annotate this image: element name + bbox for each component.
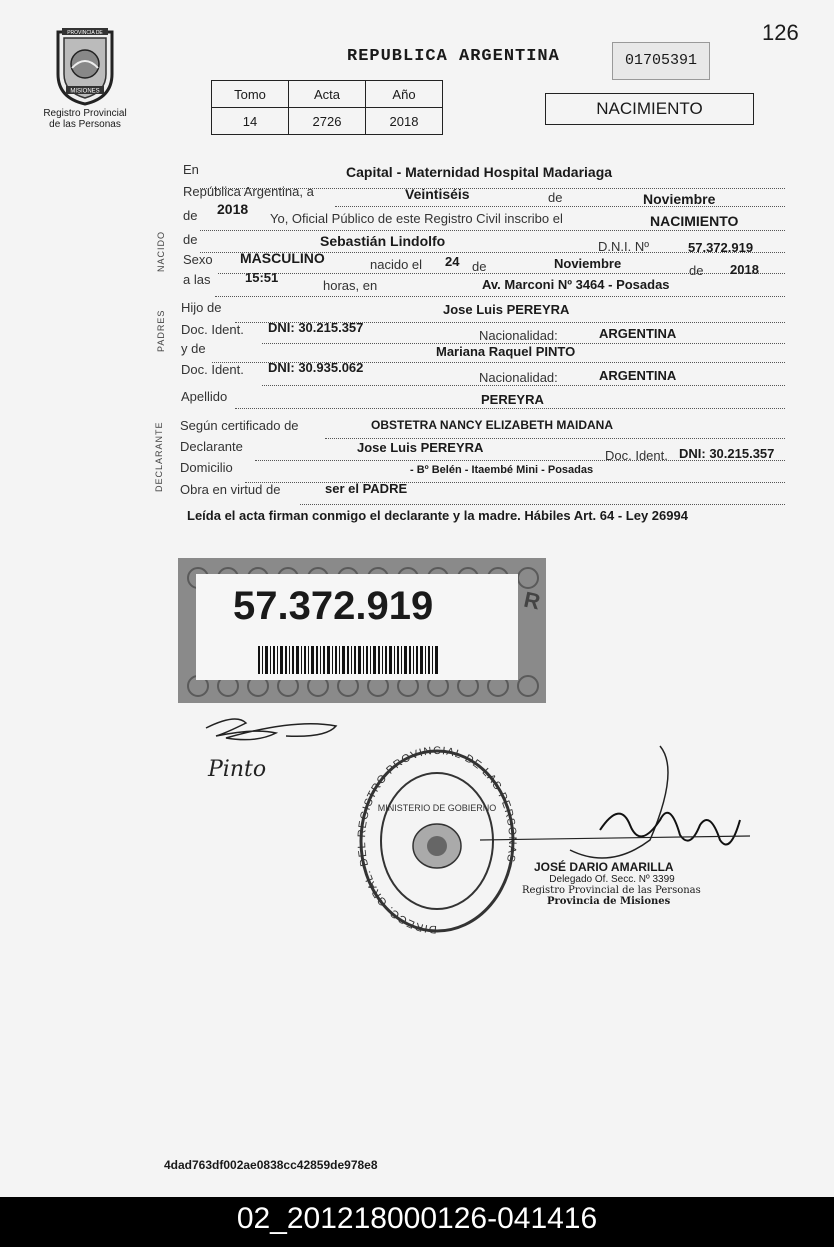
official-title: Delegado Of. Secc. Nº 3399 bbox=[549, 874, 675, 885]
value-act: NACIMIENTO bbox=[650, 213, 739, 229]
value-domicile: - Bº Belén - Itaembé Mini - Posadas bbox=[410, 464, 594, 476]
mother-signature bbox=[196, 708, 346, 790]
value-day-words: Veintiséis bbox=[405, 186, 470, 202]
official-signature bbox=[470, 740, 760, 880]
id-sticker bbox=[178, 558, 546, 703]
registry-name-line2: de las Personas bbox=[49, 119, 121, 130]
provincial-seal bbox=[50, 24, 120, 106]
label-dni: D.N.I. Nº bbox=[598, 239, 649, 254]
label-registry-text: Yo, Oficial Público de este Registro Civil inscribo el bbox=[270, 211, 563, 226]
dotted-line bbox=[215, 296, 785, 297]
value-birth-day: 24 bbox=[445, 254, 460, 269]
dotted-line bbox=[200, 230, 785, 231]
value-certificate: OBSTETRA NANCY ELIZABETH MAIDANA bbox=[371, 418, 613, 432]
label-de: de bbox=[548, 190, 563, 205]
label-de-year: de bbox=[183, 208, 198, 223]
document-hash: 4dad763df002ae0838cc42859de978e8 bbox=[164, 1158, 378, 1172]
value-name: Sebastián Lindolfo bbox=[320, 233, 446, 249]
barcode bbox=[258, 646, 458, 674]
value-father-nationality: ARGENTINA bbox=[599, 326, 677, 341]
value-address: Av. Marconi Nº 3464 - Posadas bbox=[482, 277, 670, 292]
value-year: 2018 bbox=[217, 201, 249, 217]
value-dni: 57.372.919 bbox=[688, 240, 754, 255]
value-time: 15:51 bbox=[245, 270, 279, 285]
label-declarante: Declarante bbox=[180, 439, 243, 454]
book-table bbox=[211, 80, 443, 135]
value-sex: MASCULINO bbox=[240, 250, 325, 266]
value-mother: Mariana Raquel PINTO bbox=[436, 344, 576, 359]
value-month: Noviembre bbox=[643, 191, 716, 207]
side-label-declarante: DECLARANTE bbox=[154, 421, 164, 492]
label-sexo: Sexo bbox=[183, 252, 213, 267]
value-place: Capital - Maternidad Hospital Madariaga bbox=[346, 164, 613, 180]
label-segun: Según certificado de bbox=[180, 418, 299, 433]
closing-text: Leída el acta firman conmigo el declarante y la madre. Hábiles Art. 64 - Ley 26994 bbox=[187, 508, 688, 523]
seal-top-text: PROVINCIA DE bbox=[67, 30, 103, 36]
dotted-line bbox=[235, 408, 785, 409]
official-info bbox=[522, 860, 742, 907]
value-ano: 2018 bbox=[366, 108, 443, 135]
book-table-header-row bbox=[212, 81, 443, 108]
official-name: JOSÉ DARIO AMARILLA bbox=[534, 860, 674, 874]
book-table-value-row bbox=[212, 108, 443, 135]
registry-name bbox=[38, 108, 132, 130]
label-horas-en: horas, en bbox=[323, 278, 378, 293]
label-nacido-el: nacido el bbox=[370, 257, 423, 272]
value-acta: 2726 bbox=[289, 108, 366, 135]
sticker-number: 57.372.919 bbox=[233, 584, 434, 628]
label-doc-ident-2: Doc. Ident. bbox=[181, 362, 244, 377]
header-acta: Acta bbox=[289, 81, 366, 108]
label-doc-ident: Doc. Ident. bbox=[181, 322, 244, 337]
label-hijo-de: Hijo de bbox=[181, 300, 222, 315]
value-mother-doc: DNI: 30.935.062 bbox=[268, 360, 364, 375]
act-type-box: NACIMIENTO bbox=[545, 93, 754, 125]
seal-bottom-text: MISIONES bbox=[70, 88, 100, 95]
value-mother-nationality: ARGENTINA bbox=[599, 368, 677, 383]
official-office: Registro Provincial de las Personas bbox=[522, 885, 701, 896]
serial-number: 01705391 bbox=[612, 42, 710, 80]
page-number: 126 bbox=[762, 20, 799, 45]
value-birth-year: 2018 bbox=[730, 262, 759, 277]
label-en: En bbox=[183, 162, 199, 177]
value-surname: PEREYRA bbox=[481, 392, 544, 407]
registry-name-line1: Registro Provincial bbox=[43, 108, 127, 119]
header-tomo: Tomo bbox=[212, 81, 289, 108]
label-de3: de bbox=[689, 263, 704, 278]
dotted-line bbox=[325, 438, 785, 439]
label-nacionalidad-2: Nacionalidad: bbox=[479, 370, 558, 385]
label-domicilio: Domicilio bbox=[180, 460, 233, 475]
label-a-las: a las bbox=[183, 272, 211, 287]
stamp-inner-text: MINISTERIO DE GOBIERNO bbox=[377, 803, 497, 813]
value-capacity: ser el PADRE bbox=[325, 481, 408, 496]
label-de-name: de bbox=[183, 232, 198, 247]
dotted-line bbox=[262, 385, 785, 386]
value-father-doc: DNI: 30.215.357 bbox=[268, 320, 364, 335]
country-title: REPUBLICA ARGENTINA bbox=[347, 47, 560, 66]
header-ano: Año bbox=[366, 81, 443, 108]
official-province: Provincia de Misiones bbox=[547, 896, 671, 907]
label-doc-ident-3: Doc. Ident. bbox=[605, 448, 668, 463]
label-republica: República Argentina, a bbox=[183, 184, 314, 199]
file-code-bar: 02_201218000126-041416 bbox=[0, 1197, 834, 1247]
label-y-de: y de bbox=[181, 341, 206, 356]
mother-signature-text: Pinto bbox=[208, 757, 267, 782]
label-apellido: Apellido bbox=[181, 389, 228, 404]
value-birth-month: Noviembre bbox=[554, 256, 622, 271]
label-de2: de bbox=[472, 259, 487, 274]
value-tomo: 14 bbox=[212, 108, 289, 135]
label-nacionalidad: Nacionalidad: bbox=[479, 328, 558, 343]
dotted-line bbox=[335, 206, 785, 207]
value-declarant: Jose Luis PEREYRA bbox=[357, 440, 484, 455]
side-label-nacido: NACIDO bbox=[156, 230, 166, 272]
sticker-corner-letter: R bbox=[521, 586, 543, 615]
dotted-line bbox=[300, 504, 785, 505]
stamp-ring-text: DIRECC. GRAL. DEL REGISTRO PROVINCIAL DE LAS PERSONAS bbox=[356, 746, 519, 936]
side-label-padres: PADRES bbox=[156, 309, 166, 352]
value-declarant-doc: DNI: 30.215.357 bbox=[679, 446, 775, 461]
value-father: Jose Luis PEREYRA bbox=[443, 302, 570, 317]
label-obra: Obra en virtud de bbox=[180, 482, 281, 497]
